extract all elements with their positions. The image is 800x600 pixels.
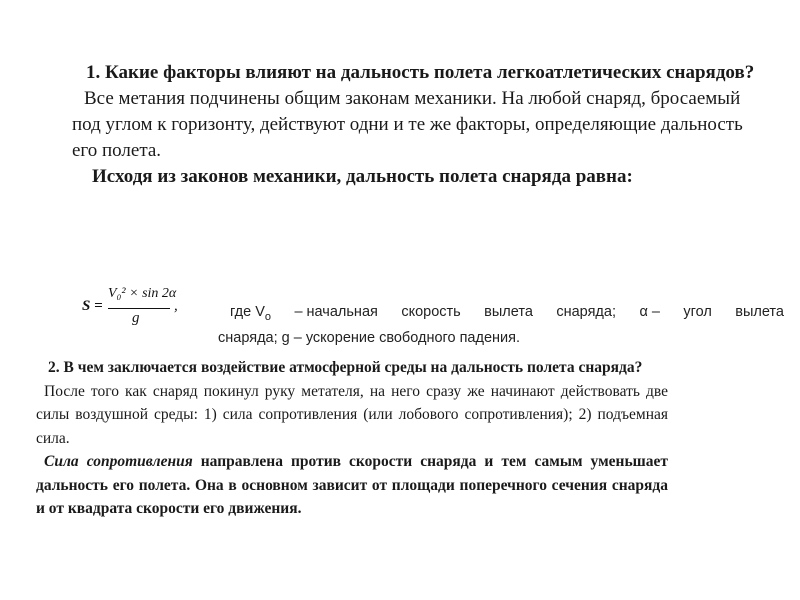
formula-legend	[218, 302, 784, 349]
legend-word: где $V_o$	[230, 304, 271, 323]
formula-comma: ,	[174, 298, 178, 314]
formula-numerator: V₀² × sin 2α	[108, 286, 177, 301]
drag-force-text: направлена против скорости снаряда и тем самым уменьшает дальность его полета. Она в основном зависит от площади поперечного сечения снаряда и от квадрата скорости его движения.	[36, 453, 668, 517]
legend-line-1	[218, 302, 784, 328]
answer-2: После того как снаряд покинул руку метателя, на него сразу же начинают действовать две силы воздушной среды: 1) сила сопротивления (или лобового сопротивления); 2) подъемная сила.	[36, 382, 668, 447]
formula-lhs: S =	[82, 298, 103, 314]
legend-word: вылета	[735, 304, 784, 320]
legend-word: скорость	[401, 304, 461, 320]
formula-denominator: g	[132, 310, 140, 326]
fraction-bar	[108, 308, 170, 309]
legend-line-2: снаряда; g – ускорение свободного падения.	[218, 329, 521, 346]
legend-word: α –	[639, 304, 660, 320]
legend-word: вылета	[484, 304, 533, 320]
answer-1: Все метания подчинены общим законам механики. На любой снаряд, бросаемый под углом к горизонту, действуют одни и те же факторы, определяющие дальность его полета.	[72, 88, 743, 161]
question-2: 2. В чем заключается воздействие атмосферной среды на дальность полета снаряда?	[48, 359, 643, 376]
section-1	[72, 60, 772, 190]
drag-force-paragraph	[36, 450, 668, 521]
legend-word: – начальная	[294, 304, 378, 320]
conclusion-heading: Исходя из законов механики, дальность полета снаряда равна:	[92, 166, 633, 187]
legend-word: угол	[683, 304, 712, 320]
question-1: 1. Какие факторы влияют на дальность полета легкоатлетических снарядов?	[86, 62, 755, 83]
section-2	[36, 356, 668, 521]
legend-word: снаряда;	[556, 304, 616, 320]
range-formula	[82, 286, 192, 330]
drag-force-term: Сила сопротивления	[44, 453, 193, 470]
